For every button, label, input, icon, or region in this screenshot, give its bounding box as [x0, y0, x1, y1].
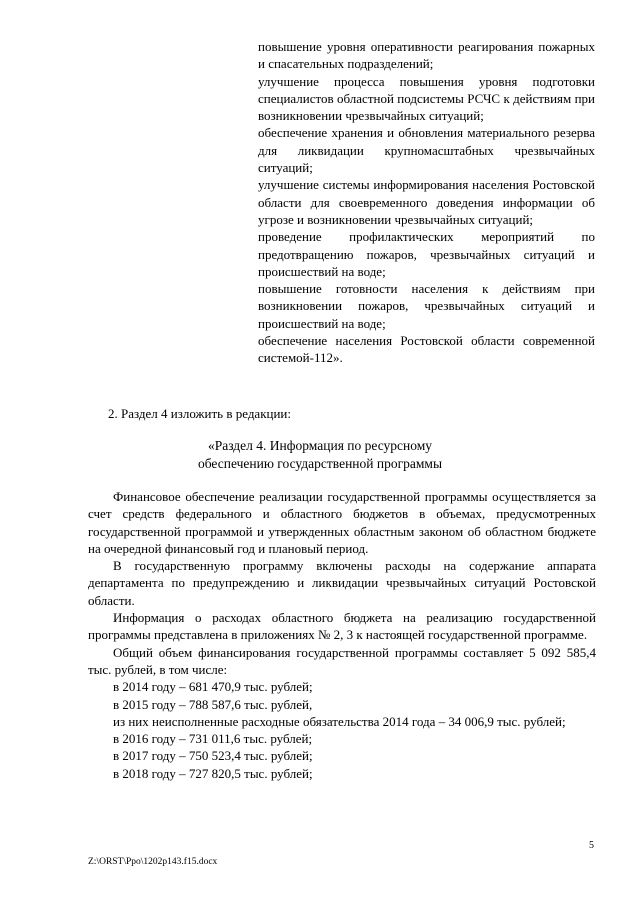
paragraph-information: Информация о расходах областного бюджета на реализацию государственной программы представлена в приложениях № 2, 3 к настоящей государственной программе.	[88, 610, 596, 643]
goal-item: улучшение системы информирования населения Ростовской области для своевременного доведения информации об угрозе и возникновении чрезвычайных ситуаций;	[258, 177, 595, 227]
section-title-line-2: обеспечению государственной программы	[197, 455, 443, 471]
goal-item: обеспечение хранения и обновления материального резерва для ликвидации крупномасштабных чрезвычайных ситуаций;	[258, 125, 595, 176]
year-2015-line: в 2015 году – 788 587,6 тыс. рублей,	[113, 696, 313, 712]
year-2016-line: в 2016 году – 731 011,6 тыс. рублей;	[113, 731, 313, 747]
page-number: 5	[589, 840, 594, 851]
goals-list	[258, 38, 595, 367]
unfulfilled-obligations-line: из них неисполненные расходные обязательства 2014 года – 34 006,9 тыс. рублей;	[113, 713, 566, 729]
goal-item: улучшение процесса повышения уровня подготовки специалистов областной подсистемы РСЧС к действиям при возникновении чрезвычайных ситуаций;	[258, 73, 595, 124]
goal-item: обеспечение населения Ростовской области современной системой-112».	[258, 333, 595, 366]
goal-item: проведение профилактических мероприятий по предотвращению пожаров, чрезвычайных ситуаций и происшествий на воде;	[258, 229, 595, 279]
goal-item: повышение готовности населения к действиям при возникновении пожаров, чрезвычайных ситуаций и происшествий на воде;	[258, 281, 595, 331]
paragraph-financing: Финансовое обеспечение реализации государственной программы осуществляется за счет средств федерального и областного бюджетов в объемах, предусмотренных государственной программой и утвержденных областным законом об областном бюджете на очередной финансовый год и плановый период.	[88, 489, 596, 556]
item-2-line: 2. Раздел 4 изложить в редакции:	[108, 406, 291, 421]
year-2017-line: в 2017 году – 750 523,4 тыс. рублей;	[113, 748, 313, 764]
goal-item: повышение уровня оперативности реагирования пожарных и спасательных подразделений;	[258, 39, 595, 72]
year-2018-line: в 2018 году – 727 820,5 тыс. рублей;	[113, 765, 313, 781]
section-title-line-1: «Раздел 4. Информация по ресурсному	[207, 438, 433, 453]
section-body	[88, 488, 596, 782]
paragraph-expenses: В государственную программу включены расходы на содержание аппарата департамента по предупреждению и ликвидации чрезвычайных ситуаций Ростовской области.	[88, 558, 596, 608]
section-title	[0, 437, 640, 472]
year-2014-line: в 2014 году – 681 470,9 тыс. рублей;	[113, 679, 313, 695]
footer-file-path: Z:\ORST\Ppo\1202p143.f15.docx	[88, 857, 218, 867]
paragraph-total-volume: Общий объем финансирования государственной программы составляет 5 092 585,4 тыс. рублей, в том числе:	[88, 644, 596, 677]
